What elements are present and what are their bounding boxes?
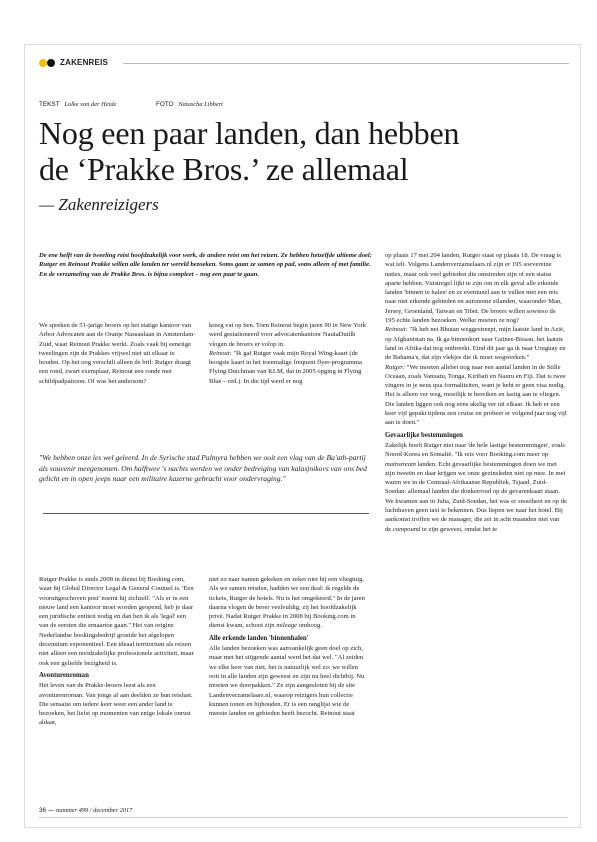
page-number: 36 [39, 807, 47, 814]
body-paragraph: Zakelijk hoeft Rutger niet naar 'de hele lastige bestemmingen', zoals Noord-Korea en Somalië. "Ik reis voor Booking.com meer op mainstream landen. Echt gevaarlijke bestemmingen doen we met zijn tweeën en daar krijgen we onze gezinsleden niet op mee. In mei waren we in de Centraal-Afrikaanse Republiek, Tsjaad, Zuid-Soedan: allemaal landen die donkerrood op de gevarenkaart staan. We kwamen aan in Juba, Zuid-Soedan, het was er snoeiheet en op de luchthaven geen taxi te bekennen. Dus liepen we naar het hotel. Bij aankomst troffen we de manager, die zei in acht maanden niet van de compound te zijn geweest, omdat het te [385, 441, 567, 533]
credits [39, 101, 226, 108]
column-1-top [39, 321, 197, 386]
body-paragraph: Het leven van de Prakke-broers leest als een avonturenroman. Van jongs af aan deelden ze hun reislust. Die sensatie om iedere keer weer een ander land te bezoeken, het liefst op momenten van enige lokale onrust aldaar, [39, 682, 193, 727]
column-3 [385, 251, 567, 534]
issue-label: nummer 499 / december 2017 [56, 807, 133, 814]
black-dot-icon [47, 59, 55, 67]
body-paragraph: op plaats 17 met 204 landen, Rutger staat op plaats 18. De vraag is wat telt. Volgens Landenverzamelaars.nl zijn er 195 soevereine naties, maar ook veel gebieden die omstreden zijn of een status aparte hebben. Vuistregel lijkt te zijn om in elk geval alle erkende landen 'binnen te halen' en ze eventueel aan te vullen met een reis naar niet erkende gebieden en autonome eilanden, waaronder Man, Jersey, Groenland, Taiwan en Tibet. De broers willen sowieso de 195 echte landen bezoeken. Welke moeten ze nog? [385, 252, 562, 325]
speaker-label: Reinout: [385, 326, 408, 334]
article-title [39, 115, 579, 187]
section-heading: Gevaarlijke bestemmingen [385, 431, 463, 439]
article-subtitle: — Zakenreizigers [39, 195, 159, 214]
column-1-bottom [39, 575, 197, 728]
body-paragraph: Rutger: "We moeten allebei nog naar een aantal landen in de Stille Oceaan, zoals Vanuatu, Tonga, Kiribati en Nauru en Fiji. Dat is twee vingers in je neus qua formaliteiten, want je hebt er geen visa nodig. Het is alleen ver weg, moeilijk te bereiken en lastig aan te vliegen. Die landen liggen ook nog eens akelig ver uit elkaar. Ik heb er een keer vijf gepakt tijdens een cruise en probeer er volgend jaar nog vijf aan te doen." [385, 363, 567, 427]
rubric-rule [123, 63, 569, 64]
section-rubric [39, 57, 569, 71]
footer-rule [39, 817, 568, 818]
body-paragraph: Alle landen bezoeken was aanvankelijk geen doel op zich, maar met het stijgende aantal werd het dat wel. "Al zeiden we elke keer van niet, het is natuurlijk wel zo: we willen ooit in alle landen zijn geweest en zijn nu heel dichtbij. Nu moeten we doorpakken." Ze zijn aangesloten bij de site Landenverzamelaars.nl, waarop reizigers hun collectie kunnen tonen en bijhouden. Er is een ranglijst wie de meeste landen en gebieden heeft bezocht. Reinout staat [209, 645, 365, 718]
text-credit-label: TEKST [39, 101, 60, 108]
body-paragraph: kreeg vat op hen. Toen Reinout begin jaren 90 in New York werd gestationeerd voor advocatenkantoor NautaDutilh vlogen de broers er volop in. Reinout: "Ik gaf Rutger vaak mijn Royal Wing-kaart (de hoogste kaart in het toenmalige frequent flyer-programma Flying Dutchman van KLM, dat in 2005 opging in Flying Blue – red.). In die tijd werd er nog [209, 322, 367, 385]
body-paragraph: Reinout: "Ik heb net Bhutan weggestreept, mijn laatste land in Azië, op Afghanistan na. Ik ga binnenkort naar Guinee-Bissau, het laatste land in Afrika dat nog ontbreekt. Eind dit jaar ga ik naar Uruguay en de Bahama's, dat zijn vlekjes die ik moet wegwerken." [385, 326, 566, 362]
photo-credit-label: FOTO [155, 101, 174, 108]
column-2-bottom [209, 575, 367, 718]
title-line-1: Nog een paar landen, dan hebben [39, 115, 460, 151]
pull-quote: "We hebben onze les wel geleerd. In de Syrische stad Palmyra hebben we ooit een vlag van de Ba'ath-partij als souvenir meegenomen. Om halftwee 's nachts werden we onder bedreiging van kalasjnikovs van ons bed gelicht en in open jeeps naar een militaire kazerne gebracht voor ondervraging." [39, 453, 367, 484]
speaker-label: Rutger: [385, 363, 406, 371]
text-credit-name: Lolke van der Heide [64, 101, 117, 108]
magazine-page [24, 44, 581, 828]
quote-divider [43, 513, 369, 514]
intro-paragraph: De ene helft van de tweeling reist hoofdzakelijk voor werk, de andere reist om het reizen. Ze hebben hetzelfde ultieme doel: Rutger en Reinout Prakke willen alle landen ter wereld bezoeken. Soms gaan ze samen op pad, soms alleen of met familie. En de verzameling van de Prakke Bros. is bijna compleet – nog een paar te gaan. [39, 252, 372, 278]
yellow-dot-icon [39, 59, 47, 67]
title-line-2: de ‘Prakke Bros.’ ze allemaal [39, 151, 409, 187]
rubric-label: ZAKENREIS [60, 58, 109, 67]
section-heading: Alle erkende landen 'binnenhalen' [209, 634, 309, 642]
photo-credit-name: Natascha Libbert [178, 101, 223, 108]
body-paragraph: niet zo naar namen gekeken en zeker niet bij een vliegtuig. Als we samen reisden, hadden we een deal: ik regelde de tickets, Rutger de hotels. Nu is het omgekeerd." In de jaren daarna vlogen de broer veelvuldig, zij het hoofdzakelijk privé. Nadat Rutger Prakke in 2008 bij Booking.com in dienst kwam, schoot zijn mileage omhoog. [209, 576, 365, 630]
column-2-top [209, 321, 367, 386]
body-paragraph: Rutger Prakke is sinds 2008 in dienst bij Booking.com, waar hij Global Director Legal & General Counsel is. 'Een vooruitgeschoven post' noemt hij zichzelf. "Als er in een nieuw land een kantoor moet worden geopend, heb je daar een juridische entiteit nodig en dan ben ik als 'legal' een van de eersten die ernaartoe gaan." Het van origine Nederlandse bookingsbedrijf groeide het afgelopen decennium exponentieel. Een ideaal territorium als reizen niet alleen een noodzakelijke professionele activiteit, maar ook een geliefde bezigheid is. [39, 576, 194, 667]
speaker-label: Reinout: [209, 349, 232, 357]
section-heading: Avonturenroman [39, 671, 89, 679]
body-paragraph: We spreken de 51-jarige broers op het statige kantoor van Arbor Advocaten aan de Oranje Nassaulaan in Amsterdam-Zuid, waar Reinout Prakke werkt. Zoals vaak bij eeneiige tweelingen zijn de Prakkes vrijwel niet uit elkaar te houden. Op het oog verschilt alleen de bril: Rutger draagt een rond, zwart exemplaar, Reinout een ronde met schildpadpatroon. Of was het andersom? [39, 322, 196, 385]
page-footer: 36 — nummer 499 / december 2017 [39, 807, 133, 814]
